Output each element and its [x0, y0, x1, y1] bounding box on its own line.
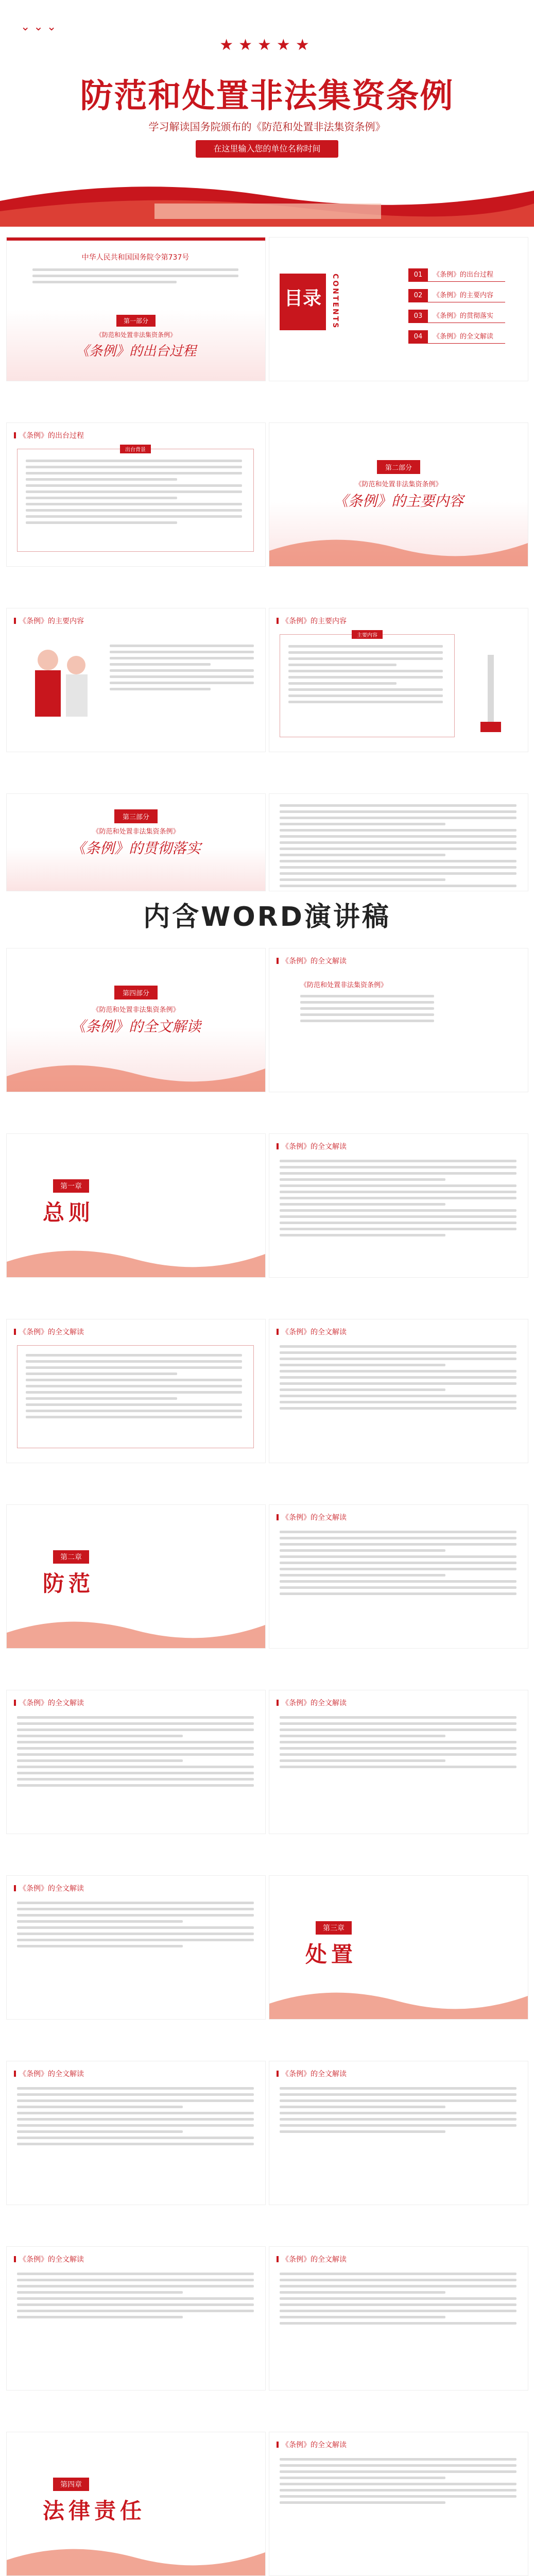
reading-slide: [269, 1319, 528, 1463]
chapter-1-slide: [6, 1133, 266, 1278]
intro-slide: [6, 237, 266, 381]
reading-slide: [269, 2432, 528, 2576]
toc-num: 01: [408, 268, 428, 282]
reading-slide: [269, 1504, 528, 1649]
slide-header: 《条例》的全文解读: [277, 1141, 347, 1151]
doves-icon: ⌄ ⌄ ⌄: [21, 21, 57, 33]
reading-slide: [6, 2246, 266, 2391]
slide-header: 《条例》的主要内容: [277, 616, 347, 626]
slide-header: 《条例》的全文解读: [14, 2069, 84, 2079]
part-title: 《条例》的贯彻落实: [71, 840, 201, 857]
toc-item-3[interactable]: [408, 310, 511, 323]
reading-slide: [6, 2061, 266, 2205]
chapter-list-sub: 《防范和处置非法集资条例》: [300, 981, 388, 989]
hills-decoration: [7, 1241, 265, 1277]
slide-header: 《条例》的全文解读: [277, 2254, 347, 2264]
cover-subtitle: 学习解读国务院颁布的《防范和处置非法集资条例》: [148, 121, 386, 133]
toc-label: 《条例》的全文解读: [428, 330, 505, 344]
part-tag: 第二部分: [377, 460, 420, 474]
people-illustration: [22, 639, 99, 727]
reading-slide: [269, 1133, 528, 1278]
cover-slide: [0, 0, 534, 227]
part-two-slide: [269, 422, 528, 567]
toc-item-1[interactable]: [408, 268, 511, 282]
toc-item-2[interactable]: [408, 289, 511, 302]
slide-header: 《条例》的主要内容: [14, 616, 84, 626]
toc-label: 《条例》的出台过程: [428, 268, 505, 282]
reading-slide: [269, 2246, 528, 2391]
toc-num: 04: [408, 330, 428, 344]
toc-label: 《条例》的贯彻落实: [428, 310, 505, 323]
slide-header: 《条例》的全文解读: [14, 1883, 84, 1893]
part-title: 《条例》的全文解读: [71, 1018, 201, 1035]
reading-slide: [6, 1690, 266, 1834]
slide-header: 《条例》的全文解读: [277, 956, 347, 966]
chapter-tag: 第一章: [53, 1179, 89, 1193]
chapter-list-slide: [269, 948, 528, 1092]
chapter-tag: 第四章: [53, 2478, 89, 2491]
toc-heading-block: [280, 274, 326, 330]
hills-decoration: [269, 530, 528, 566]
cover-title: 防范和处置非法集资条例: [80, 77, 454, 115]
chapter-name: 法律责任: [43, 2498, 146, 2523]
slide-header: 《条例》的全文解读: [277, 1512, 347, 1522]
slide-header: 《条例》的全文解读: [14, 2254, 84, 2264]
part-title: 《条例》的主要内容: [333, 493, 463, 510]
part-sub: 《防范和处置非法集资条例》: [92, 1006, 180, 1014]
part-sub: 《防范和处置非法集资条例》: [95, 331, 176, 338]
reading-slide: [6, 1875, 266, 2020]
chapter-2-slide: [6, 1504, 266, 1649]
chapter-4-slide: [6, 2432, 266, 2576]
background-box: [17, 449, 254, 552]
red-wave-decoration: [0, 170, 534, 227]
main-content-box: [280, 634, 455, 737]
toc-num: 03: [408, 310, 428, 323]
toc-num: 02: [408, 289, 428, 302]
full-text-slide: [269, 793, 528, 891]
slide-header: 《条例》的全文解读: [277, 1698, 347, 1708]
slide-header: 《条例》的全文解读: [277, 2439, 347, 2450]
part-sub: 《防范和处置非法集资条例》: [355, 481, 442, 488]
slide-header: 《条例》的全文解读: [14, 1698, 84, 1708]
hills-decoration: [7, 1612, 265, 1648]
chapter-tag: 第二章: [53, 1550, 89, 1564]
cover-banner: 在这里输入您的单位名称时间: [196, 140, 338, 158]
toc-item-4[interactable]: [408, 330, 511, 344]
toc-label: 《条例》的主要内容: [428, 289, 505, 302]
box-tab: 主要内容: [352, 630, 383, 639]
part-tag: 第一部分: [116, 315, 156, 327]
hills-decoration: [7, 2539, 265, 2575]
chapter-name: 总则: [43, 1200, 95, 1225]
toc-slide: [269, 237, 528, 381]
part-sub: 《防范和处置非法集资条例》: [92, 828, 180, 836]
reading-box: [17, 1345, 254, 1448]
content-slide-2: [269, 608, 528, 752]
slide-header: 《条例》的全文解读: [277, 2069, 347, 2079]
box-tab: 出台背景: [120, 445, 151, 453]
hills-decoration: [269, 1983, 528, 2019]
chapter-name: 处置: [305, 1942, 357, 1967]
toc-heading-en: CONTENTS: [331, 274, 339, 330]
content-slide-1: [6, 608, 266, 752]
slide-header: 《条例》的全文解读: [277, 1327, 347, 1337]
part-three-slide: [6, 793, 266, 891]
stars-icon: ★★★★★: [219, 36, 315, 54]
reading-slide: [6, 1319, 266, 1463]
reading-slide: [269, 2061, 528, 2205]
process-slide: [6, 422, 266, 567]
slide-header: 《条例》的出台过程: [14, 430, 84, 440]
word-banner: 内含WORD演讲稿: [0, 896, 534, 938]
hills-decoration: [7, 1056, 265, 1092]
monument-icon: [475, 650, 506, 732]
chapter-name: 防范: [43, 1571, 95, 1596]
chapter-3-slide: [269, 1875, 528, 2020]
part-four-slide: [6, 948, 266, 1092]
reading-slide: [269, 1690, 528, 1834]
top-bar: [7, 238, 265, 241]
decree-header: 中华人民共和国国务院令第737号: [81, 253, 190, 262]
decree-text: [32, 268, 238, 287]
part-tag: 第四部分: [114, 986, 158, 999]
part-tag: 第三部分: [114, 809, 158, 823]
part-title: 《条例》的出台过程: [75, 344, 196, 359]
toc-heading: 目录: [284, 288, 321, 309]
slide-header: 《条例》的全文解读: [14, 1327, 84, 1337]
chapter-tag: 第三章: [316, 1921, 352, 1935]
